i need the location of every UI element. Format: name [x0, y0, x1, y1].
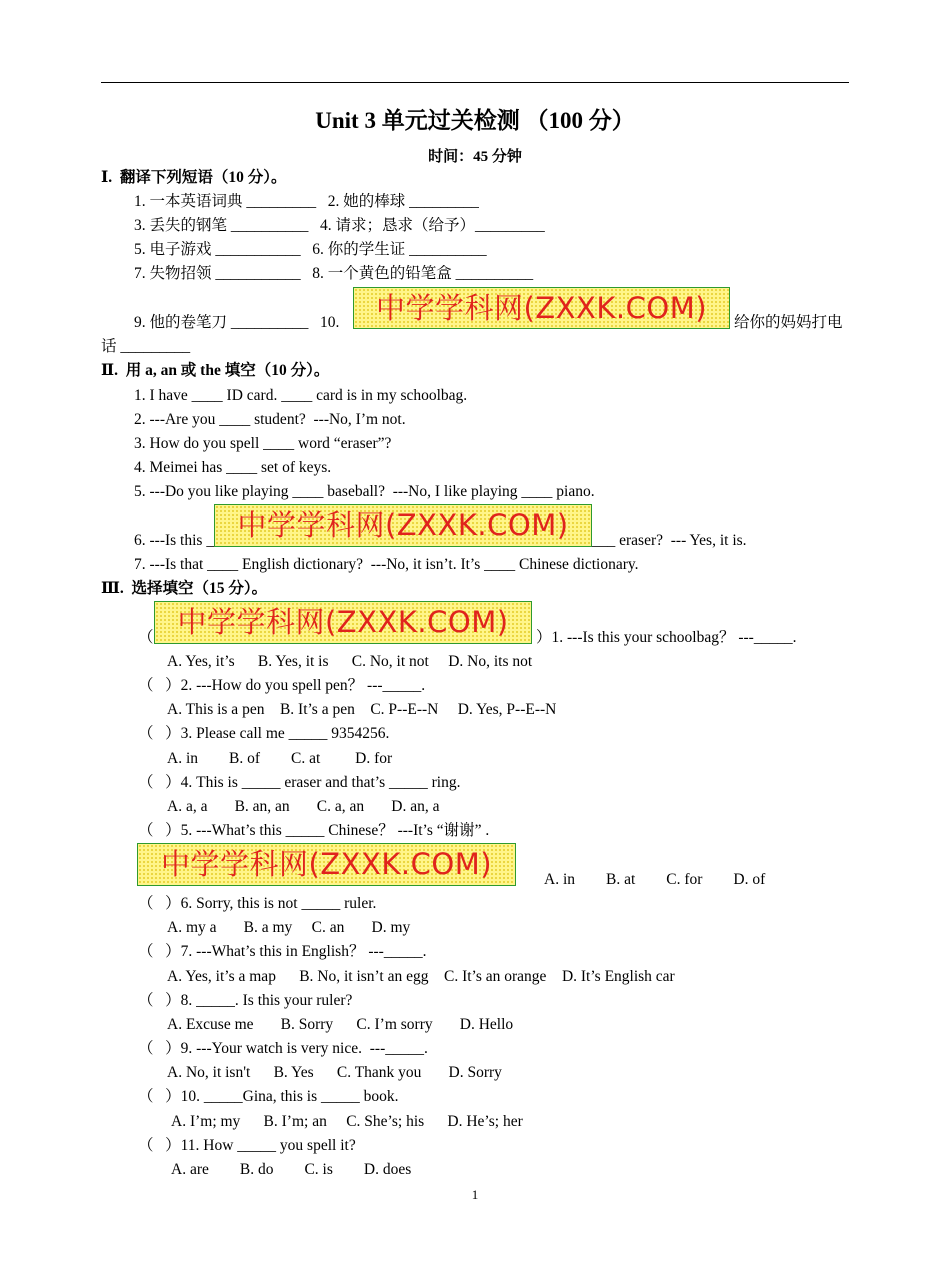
question-paren: （: [138, 629, 154, 646]
question: （ ）8. _____. Is this your ruler?: [138, 992, 353, 1009]
question: （ ）10. _____Gina, this is _____ book.: [138, 1088, 399, 1105]
question-options: A. Yes, it’s B. Yes, it is C. No, it not D. No, its not: [167, 653, 533, 670]
section-2-heading: Ⅱ. 用 a, an 或 the 填空（10 分）。: [101, 362, 330, 379]
section-2-item: 1. I have ____ ID card. ____ card is in my schoolbag.: [134, 387, 468, 404]
page-number: 1: [471, 1187, 479, 1202]
section-2-item: 2. ---Are you ____ student? ---No, I’m not.: [134, 411, 406, 428]
question: （ ）9. ---Your watch is very nice. ---_____.: [138, 1040, 428, 1057]
watermark-logo: 中学学科网(ZXXK.COM): [154, 601, 532, 644]
question: （ ）11. How _____ you spell it?: [138, 1137, 356, 1154]
page-title: Unit 3 单元过关检测 （100 分）: [315, 108, 635, 133]
question-options: A. Yes, it’s a map B. No, it isn’t an egg C. It’s an orange D. It’s English car: [167, 968, 675, 985]
section-1-item: 9. 他的卷笔刀 __________ 10.: [134, 314, 340, 331]
section-1-item: 5. 电子游戏 ___________ 6. 你的学生证 __________: [134, 241, 487, 258]
question-options: A. in B. of C. at D. for: [167, 750, 393, 767]
question-options: A. my a B. a my C. an D. my: [167, 919, 411, 936]
header-rule: [101, 82, 849, 83]
time-limit: 时间：45 分钟: [428, 149, 522, 165]
question-options: A. in B. at C. for D. of: [544, 871, 766, 888]
section-2-item: 4. Meimei has ____ set of keys.: [134, 459, 332, 476]
question: （ ）7. ---What’s this in English？ ---_____.: [138, 943, 427, 960]
question-options: A. Excuse me B. Sorry C. I’m sorry D. Hello: [167, 1016, 514, 1033]
section-1-item: 给你的妈妈打电: [734, 314, 843, 331]
section-3-heading: Ⅲ. 选择填空（15 分）。: [101, 580, 268, 597]
question-options: A. This is a pen B. It’s a pen C. P--E--N D. Yes, P--E--N: [167, 701, 557, 718]
watermark-logo: 中学学科网(ZXXK.COM): [353, 287, 730, 329]
section-1-item: 7. 失物招领 ___________ 8. 一个黄色的铅笔盒 __________: [134, 265, 534, 282]
question-options: A. No, it isn't B. Yes C. Thank you D. Sorry: [167, 1064, 502, 1081]
section-1-item: 1. 一本英语词典 _________ 2. 她的棒球 _________: [134, 193, 479, 210]
question-options: A. I’m; my B. I’m; an C. She’s; his D. He’s; her: [171, 1113, 523, 1130]
question: （ ）3. Please call me _____ 9354256.: [138, 725, 390, 742]
section-2-item: ___ eraser? --- Yes, it is.: [592, 532, 747, 549]
question: （ ）4. This is _____ eraser and that’s _____ ring.: [138, 774, 461, 791]
section-1-heading: Ⅰ. 翻译下列短语（10 分）。: [101, 169, 287, 186]
watermark-logo: 中学学科网(ZXXK.COM): [137, 843, 516, 886]
question-options: A. a, a B. an, an C. a, an D. an, a: [167, 798, 440, 815]
question: （ ）2. ---How do you spell pen？ ---_____.: [138, 677, 426, 694]
section-2-item: 6. ---Is this _: [134, 532, 215, 549]
question: ）1. ---Is this your schoolbag？ ---_____.: [536, 629, 797, 646]
section-1-item: 3. 丢失的钢笔 __________ 4. 请求；恳求（给予）_________: [134, 217, 545, 234]
question: （ ）6. Sorry, this is not _____ ruler.: [138, 895, 377, 912]
section-2-item: 7. ---Is that ____ English dictionary? ---No, it isn’t. It’s ____ Chinese dictionary.: [134, 556, 639, 573]
section-2-item: 5. ---Do you like playing ____ baseball? ---No, I like playing ____ piano.: [134, 483, 595, 500]
question: （ ）5. ---What’s this _____ Chinese？ ---It’s “谢谢” .: [138, 822, 490, 839]
section-2-item: 3. How do you spell ____ word “eraser”?: [134, 435, 392, 452]
section-1-item: 话 _________: [101, 338, 191, 355]
watermark-logo: 中学学科网(ZXXK.COM): [214, 504, 592, 547]
question-options: A. are B. do C. is D. does: [171, 1161, 412, 1178]
